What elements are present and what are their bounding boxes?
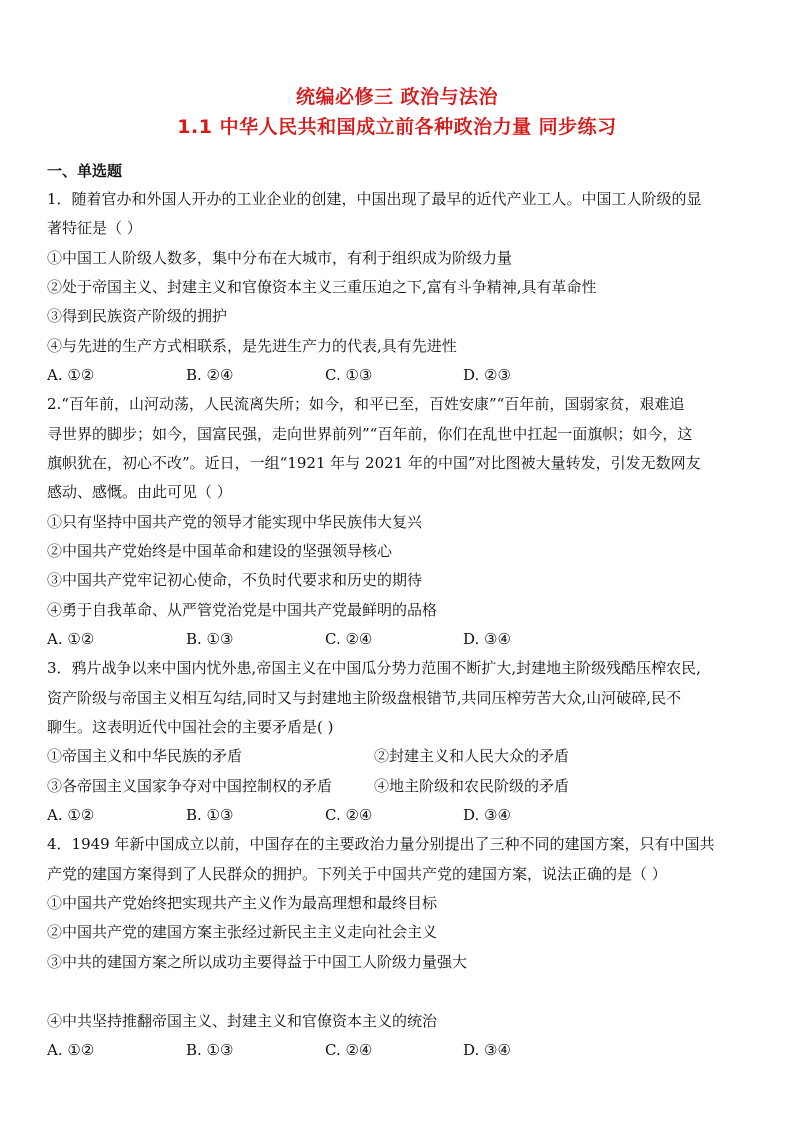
option-d[interactable]: D. ③④ (463, 1041, 511, 1059)
option-a[interactable]: A. ①② (47, 1041, 95, 1059)
option-c[interactable]: C. ②④ (325, 1041, 373, 1059)
statement: ①中国工人阶级人数多，集中分布在大城市，有利于组织成为阶级力量 (47, 249, 513, 267)
question-stem: 资产阶级与帝国主义相互勾结,同时又与封建地主阶级盘根错节,共同压榨劳苦大众,山河破碎,民不 (47, 689, 682, 707)
statement: ③中共的建国方案之所以成功主要得益于中国工人阶级力量强大 (47, 953, 468, 971)
option-b[interactable]: B. ②④ (186, 366, 234, 384)
statement: ②处于帝国主义、封建主义和官僚资本主义三重压迫之下,富有斗争精神,具有革命性 (47, 278, 597, 296)
question-stem: 3．鸦片战争以来中国内忧外患,帝国主义在中国瓜分势力范围不断扩大,封建地主阶级残酷压榨农民, (47, 659, 701, 677)
question-stem: 2.“百年前，山河动荡，人民流离失所；如今，和平已至，百姓安康”“百年前，国弱家贫，艰难追 (47, 395, 685, 413)
statement: ③各帝国主义国家争夺对中国控制权的矛盾 (47, 777, 333, 795)
statement: ①帝国主义和中华民族的矛盾 (47, 747, 243, 765)
statement: ④勇于自我革命、从严管党治党是中国共产党最鲜明的品格 (47, 601, 438, 619)
statement: ④与先进的生产方式相联系，是先进生产力的代表,具有先进性 (47, 337, 457, 355)
option-b[interactable]: B. ①③ (186, 1041, 234, 1059)
option-a[interactable]: A. ①② (47, 366, 95, 384)
option-b[interactable]: B. ①③ (186, 806, 234, 824)
question-stem: 1．随着官办和外国人开办的工业企业的创建，中国出现了最早的近代产业工人。中国工人阶级的显 (47, 190, 702, 208)
section-heading: 一、单选题 (47, 162, 123, 180)
option-d[interactable]: D. ③④ (463, 806, 511, 824)
question-stem: 感动、感慨。由此可见（ ） (47, 483, 232, 501)
option-c[interactable]: C. ②④ (325, 806, 373, 824)
option-a[interactable]: A. ①② (47, 630, 95, 648)
statement: ②中国共产党始终是中国革命和建设的坚强领导核心 (47, 542, 393, 560)
question-stem: 寻世界的脚步；如今，国富民强，走向世界前列”“百年前，你们在乱世中扛起一面旗帜；如今，这 (47, 425, 693, 443)
statement: ③中国共产党牢记初心使命，不负时代要求和历史的期待 (47, 571, 423, 589)
question-stem: 产党的建国方案得到了人民群众的拥护。下列关于中国共产党的建国方案，说法正确的是（ ） (47, 865, 667, 883)
question-stem: 旗帜犹在，初心不改”。近日，一组“1921 年与 2021 年的中国”对比图被大量转发，引发无数网友 (47, 454, 701, 472)
document-subtitle: 1.1 中华人民共和国成立前各种政治力量 同步练习 (177, 116, 617, 138)
document-title: 统编必修三 政治与法治 (295, 86, 499, 108)
statement: ③得到民族资产阶级的拥护 (47, 307, 228, 325)
option-d[interactable]: D. ③④ (463, 630, 511, 648)
statement: ④地主阶级和农民阶级的矛盾 (374, 777, 570, 795)
statement: ①只有坚持中国共产党的领导才能实现中华民族伟大复兴 (47, 513, 423, 531)
option-d[interactable]: D. ②③ (463, 366, 511, 384)
option-c[interactable]: C. ①③ (325, 366, 373, 384)
question-stem: 著特征是（ ） (47, 219, 142, 237)
statement: ②中国共产党的建国方案主张经过新民主主义走向社会主义 (47, 923, 438, 941)
statement: ①中国共产党始终把实现共产主义作为最高理想和最终目标 (47, 894, 438, 912)
question-stem: 聊生。这表明近代中国社会的主要矛盾是( ) (47, 718, 334, 736)
statement: ④中共坚持推翻帝国主义、封建主义和官僚资本主义的统治 (47, 1012, 438, 1030)
option-a[interactable]: A. ①② (47, 806, 95, 824)
option-b[interactable]: B. ①③ (186, 630, 234, 648)
question-stem: 4．1949 年新中国成立以前，中国存在的主要政治力量分别提出了三种不同的建国方案，只有中国共 (47, 835, 715, 853)
statement: ②封建主义和人民大众的矛盾 (374, 747, 570, 765)
option-c[interactable]: C. ②④ (325, 630, 373, 648)
